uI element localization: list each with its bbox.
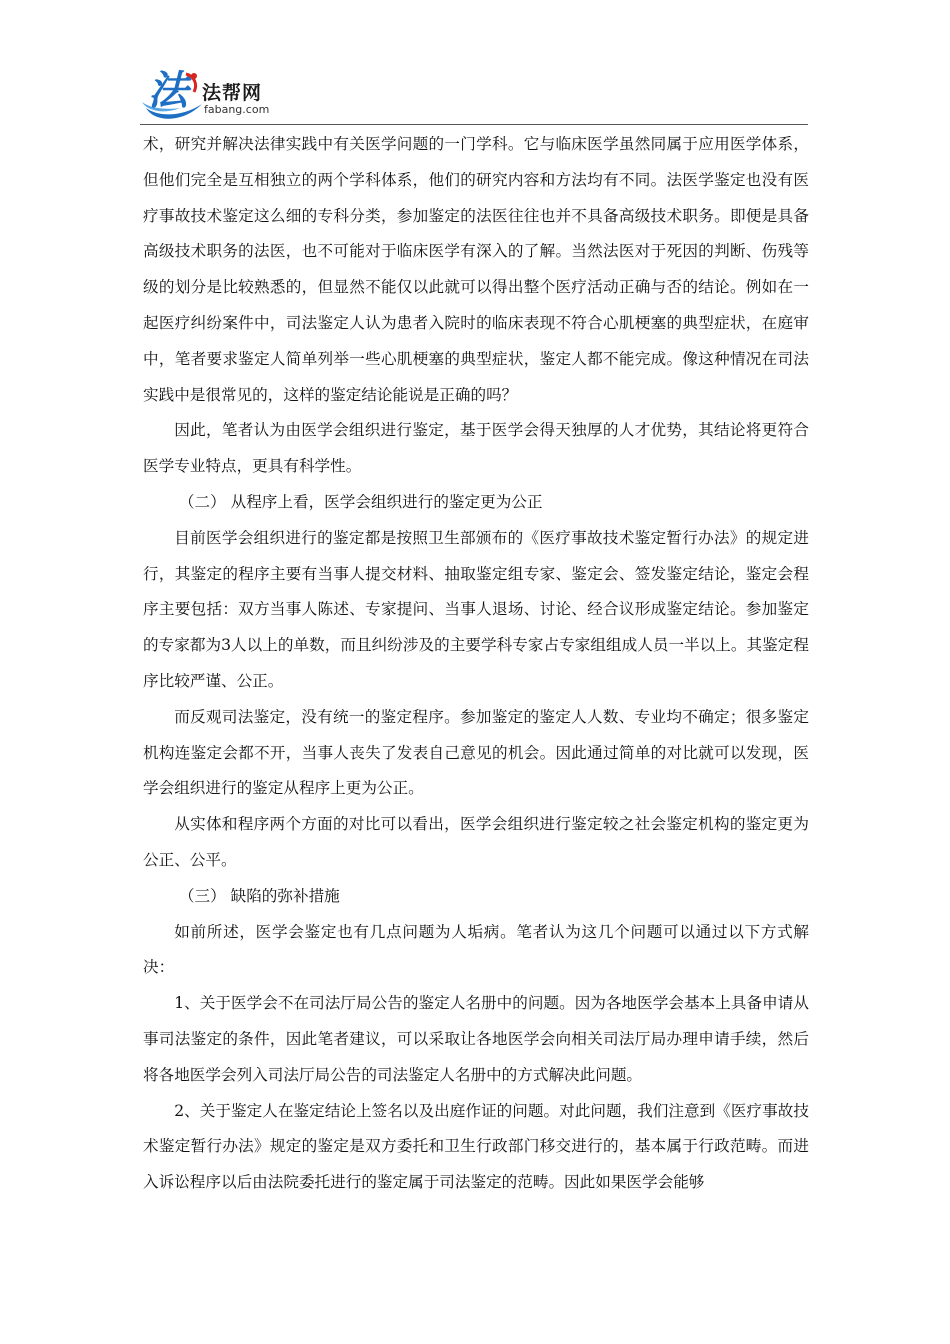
paragraph: 从实体和程序两个方面的对比可以看出，医学会组织进行鉴定较之社会鉴定机构的鉴定更为公正、公平。 <box>143 815 809 869</box>
section-heading-3: （三） 缺陷的弥补措施 <box>178 886 340 905</box>
paragraph-continued: 术，研究并解决法律实践中有关医学问题的一门学科。它与临床医学虽然同属于应用医学体系，但他们完全是互相独立的两个学科体系，他们的研究内容和方法均有不同。法医学鉴定也没有医疗事故技术鉴定这么细的专科分类，参加鉴定的法医往往也并不具备高级技术职务。即便是具备高级技术职务的法医，也不可能对于临床医学有深入的了解。当然法医对于死因的判断、伤残等级的划分是比较熟悉的，但显然不能仅以此就可以得出整个医疗活动正确与否的结论。例如在一起医疗纠纷案件中，司法鉴定人认为患者入院时的临床表现不符合心肌梗塞的典型症状，在庭审中，笔者要求鉴定人简单列举一些心肌梗塞的典型症状，鉴定人都不能完成。像这种情况在司法实践中是很常见的，这样的鉴定结论能说是正确的吗？ <box>143 135 809 404</box>
header-divider <box>140 124 808 125</box>
paragraph: 而反观司法鉴定，没有统一的鉴定程序。参加鉴定的鉴定人人数、专业均不确定；很多鉴定机构连鉴定会都不开，当事人丧失了发表自己意见的机会。因此通过简单的对比就可以发现，医学会组织进行的鉴定从程序上更为公正。 <box>143 707 809 798</box>
paragraph: 1、关于医学会不在司法厅局公告的鉴定人名册中的问题。因为各地医学会基本上具备申请从事司法鉴定的条件，因此笔者建议，可以采取让各地医学会向相关司法厅局办理申请手续，然后将各地医学会列入司法厅局公告的司法鉴定人名册中的方式解决此问题。 <box>143 994 809 1084</box>
document-body <box>143 127 809 1201</box>
paragraph: 2、关于鉴定人在鉴定结论上签名以及出庭作证的问题。对此问题，我们注意到《医疗事故技术鉴定暂行办法》规定的鉴定是双方委托和卫生行政部门移交进行的，基本属于行政范畴。而进入诉讼程序以后由法院委托进行的鉴定属于司法鉴定的范畴。因此如果医学会能够 <box>143 1101 809 1192</box>
fabang-logo[interactable] <box>140 64 310 126</box>
paragraph: 如前所述，医学会鉴定也有几点问题为人垢病。笔者认为这几个问题可以通过以下方式解决： <box>143 922 809 977</box>
section-heading-2: （二） 从程序上看，医学会组织进行的鉴定更为公正 <box>178 492 543 511</box>
brand-url: fabang.com <box>204 103 270 116</box>
brand-name: 法帮网 <box>202 82 263 104</box>
paragraph: 因此，笔者认为由医学会组织进行鉴定，基于医学会得天独厚的人才优势，其结论将更符合医学专业特点，更具有科学性。 <box>143 421 809 476</box>
logo-glyph: 法 <box>148 67 188 114</box>
paragraph: 目前医学会组织进行的鉴定都是按照卫生部颁布的《医疗事故技术鉴定暂行办法》的规定进行，其鉴定的程序主要有当事人提交材料、抽取鉴定组专家、鉴定会、签发鉴定结论，鉴定会程序主要包括：双方当事人陈述、专家提问、当事人退场、讨论、经合议形成鉴定结论。参加鉴定的专家都为3人以上的单数，而且纠纷涉及的主要学科专家占专家组组成人员一半以上。其鉴定程序比较严谨、公正。 <box>143 528 809 690</box>
logo-emblem-icon <box>140 64 204 126</box>
